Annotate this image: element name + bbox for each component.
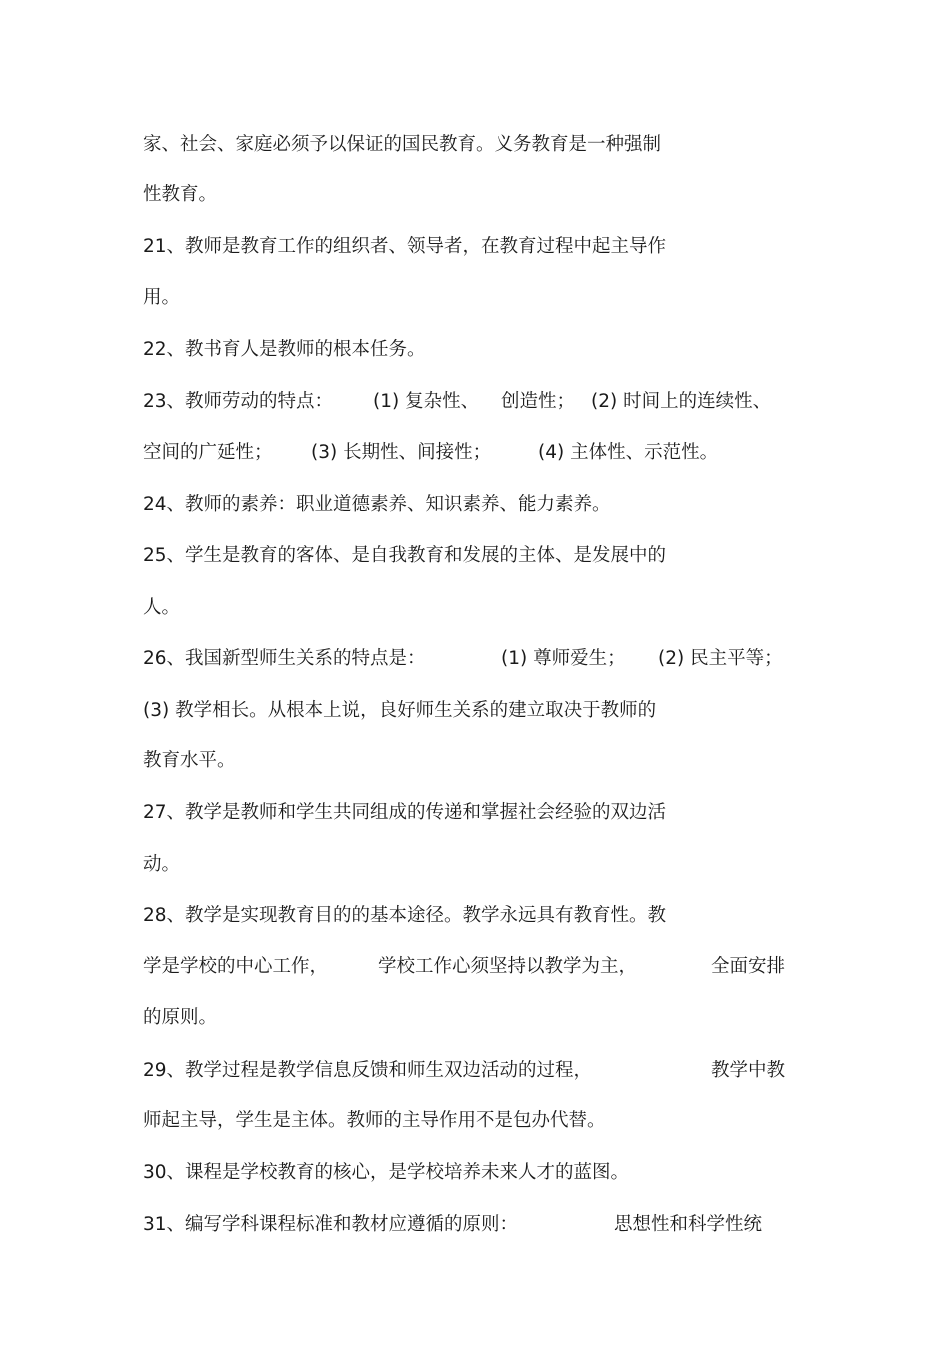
text-segment: 全面安排 [711,956,786,977]
text-segment: 创造性； [501,391,576,412]
text-segment: 用。 [143,287,181,308]
text-segment: 21、教师是教育工作的组织者、领导者，在教育过程中起主导作 [143,236,667,257]
text-segment: 教学中教 [711,1060,786,1081]
text-segment: 26、我国新型师生关系的特点是： [143,648,426,669]
text-line [143,850,181,880]
text-segment: (3) 教学相长。从根本上说，良好师生关系的建立取决于教师的 [143,700,657,721]
text-segment: 31、编写学科课程标准和教材应遵循的原则： [143,1214,519,1235]
text-segment: 师起主导，学生是主体。教师的主导作用不是包办代替。 [143,1110,606,1131]
text-line [143,901,667,931]
text-segment: 的原则。 [143,1007,218,1028]
text-segment: 空间的广延性； [143,442,273,463]
text-line [143,1158,630,1188]
text-segment: (1) 尊师爱生； [501,648,626,669]
text-line [143,696,657,726]
text-line [143,1106,606,1136]
text-segment: 性教育。 [143,184,218,205]
text-line [143,644,783,674]
text-segment: 学是学校的中心工作， [143,956,329,977]
text-segment: (3) 长期性、间接性； [311,442,492,463]
text-line [143,438,719,468]
text-segment: 24、教师的素养：职业道德素养、知识素养、能力素养。 [143,494,611,515]
text-segment: 27、教学是教师和学生共同组成的传递和掌握社会经验的双边活 [143,802,667,823]
text-line [143,798,667,828]
text-segment: 25、学生是教育的客体、是自我教育和发展的主体、是发展中的 [143,545,667,566]
text-segment: 教育水平。 [143,750,236,771]
text-line [143,1056,786,1086]
text-line [143,232,667,262]
text-segment: 22、教书育人是教师的根本任务。 [143,339,426,360]
text-line [143,283,181,313]
text-line [143,746,236,776]
text-line [143,593,181,623]
text-segment: (4) 主体性、示范性。 [538,442,719,463]
text-line [143,387,772,417]
text-segment: 23、教师劳动的特点： [143,391,334,412]
text-line [143,335,426,365]
text-line [143,180,218,210]
text-line [143,541,667,571]
text-segment: 30、课程是学校教育的核心，是学校培养未来人才的蓝图。 [143,1162,630,1183]
text-segment: 学校工作心须坚持以教学为主， [378,956,638,977]
text-segment: 动。 [143,854,181,875]
text-line [143,490,611,520]
text-segment: 人。 [143,597,181,618]
text-line [143,1003,218,1033]
text-segment: 29、教学过程是教学信息反馈和师生双边活动的过程， [143,1060,593,1081]
text-segment: (2) 民主平等； [658,648,783,669]
text-segment: (2) 时间上的连续性、 [591,391,772,412]
text-segment: (1) 复杂性、 [373,391,480,412]
text-segment: 家、社会、家庭必须予以保证的国民教育。义务教育是一种强制 [143,134,662,155]
text-segment: 思想性和科学性统 [614,1214,763,1235]
text-line [143,1210,763,1240]
text-line [143,952,786,982]
text-segment: 28、教学是实现教育目的的基本途径。教学永远具有教育性。教 [143,905,667,926]
text-line [143,130,662,160]
